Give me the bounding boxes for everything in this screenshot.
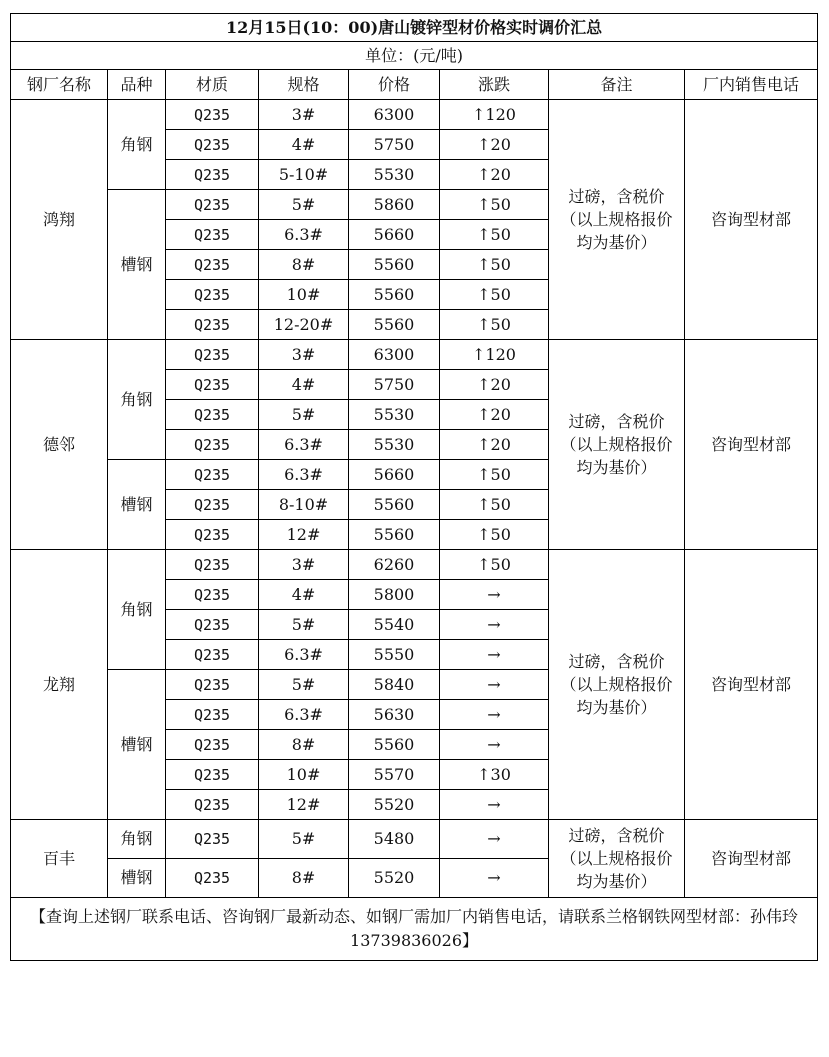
material-cell: Q235 xyxy=(166,400,259,430)
spec-cell: 5# xyxy=(259,820,349,859)
change-cell: ↑50 xyxy=(440,520,549,550)
change-cell: ↑20 xyxy=(440,370,549,400)
price-cell: 5530 xyxy=(349,160,440,190)
change-cell: → xyxy=(440,580,549,610)
spec-cell: 10# xyxy=(259,280,349,310)
material-cell: Q235 xyxy=(166,760,259,790)
price-cell: 5860 xyxy=(349,190,440,220)
price-cell: 5530 xyxy=(349,400,440,430)
header-spec: 规格 xyxy=(259,70,349,100)
header-price: 价格 xyxy=(349,70,440,100)
change-cell: ↑30 xyxy=(440,760,549,790)
change-cell: ↑50 xyxy=(440,460,549,490)
header-mill: 钢厂名称 xyxy=(11,70,108,100)
change-cell: → xyxy=(440,670,549,700)
change-cell: ↑50 xyxy=(440,490,549,520)
page-title: 12月15日(10：00)唐山镀锌型材价格实时调价汇总 xyxy=(11,14,818,42)
mill-name: 鸿翔 xyxy=(11,100,108,340)
material-cell: Q235 xyxy=(166,640,259,670)
spec-cell: 8-10# xyxy=(259,490,349,520)
change-cell: ↑50 xyxy=(440,310,549,340)
price-cell: 5570 xyxy=(349,760,440,790)
material-cell: Q235 xyxy=(166,550,259,580)
mill-name: 德邻 xyxy=(11,340,108,550)
material-cell: Q235 xyxy=(166,670,259,700)
material-cell: Q235 xyxy=(166,610,259,640)
table-row xyxy=(11,820,818,859)
change-cell: ↑20 xyxy=(440,160,549,190)
change-cell: ↑20 xyxy=(440,130,549,160)
variety-name: 角钢 xyxy=(108,550,166,670)
change-cell: → xyxy=(440,730,549,760)
header-phone: 厂内销售电话 xyxy=(685,70,818,100)
material-cell: Q235 xyxy=(166,160,259,190)
spec-cell: 8# xyxy=(259,859,349,898)
table-row xyxy=(11,340,818,370)
spec-cell: 3# xyxy=(259,100,349,130)
change-cell: → xyxy=(440,610,549,640)
spec-cell: 6.3# xyxy=(259,700,349,730)
phone-cell: 咨询型材部 xyxy=(685,550,818,820)
change-cell: ↑50 xyxy=(440,220,549,250)
material-cell: Q235 xyxy=(166,580,259,610)
change-cell: → xyxy=(440,820,549,859)
material-cell: Q235 xyxy=(166,250,259,280)
spec-cell: 5# xyxy=(259,190,349,220)
material-cell: Q235 xyxy=(166,130,259,160)
mill-name: 百丰 xyxy=(11,820,108,898)
spec-cell: 12-20# xyxy=(259,310,349,340)
variety-name: 角钢 xyxy=(108,820,166,859)
spec-cell: 6.3# xyxy=(259,430,349,460)
material-cell: Q235 xyxy=(166,100,259,130)
note-cell: 过磅，含税价（以上规格报价均为基价） xyxy=(549,550,685,820)
change-cell: ↑20 xyxy=(440,430,549,460)
variety-name: 角钢 xyxy=(108,100,166,190)
material-cell: Q235 xyxy=(166,820,259,859)
header-variety: 品种 xyxy=(108,70,166,100)
price-cell: 5560 xyxy=(349,520,440,550)
price-cell: 5560 xyxy=(349,280,440,310)
spec-cell: 3# xyxy=(259,340,349,370)
spec-cell: 8# xyxy=(259,250,349,280)
change-cell: → xyxy=(440,859,549,898)
header-change: 涨跌 xyxy=(440,70,549,100)
change-cell: → xyxy=(440,790,549,820)
variety-name: 槽钢 xyxy=(108,670,166,820)
note-cell: 过磅，含税价（以上规格报价均为基价） xyxy=(549,340,685,550)
note-cell: 过磅，含税价（以上规格报价均为基价） xyxy=(549,100,685,340)
unit-label: 单位：(元/吨) xyxy=(11,42,818,70)
price-cell: 5660 xyxy=(349,220,440,250)
spec-cell: 6.3# xyxy=(259,640,349,670)
change-cell: ↑50 xyxy=(440,250,549,280)
footer-contact: 【查询上述钢厂联系电话、咨询钢厂最新动态、如钢厂需加厂内销售电话，请联系兰格钢铁网型材部：孙伟玲13739836026】 xyxy=(11,898,818,961)
price-cell: 6260 xyxy=(349,550,440,580)
material-cell: Q235 xyxy=(166,430,259,460)
material-cell: Q235 xyxy=(166,190,259,220)
spec-cell: 12# xyxy=(259,520,349,550)
change-cell: → xyxy=(440,640,549,670)
price-cell: 5540 xyxy=(349,610,440,640)
price-cell: 6300 xyxy=(349,340,440,370)
variety-name: 角钢 xyxy=(108,340,166,460)
price-cell: 5530 xyxy=(349,430,440,460)
price-cell: 5560 xyxy=(349,490,440,520)
change-cell: ↑120 xyxy=(440,100,549,130)
table-row xyxy=(11,100,818,130)
spec-cell: 3# xyxy=(259,550,349,580)
spec-cell: 10# xyxy=(259,760,349,790)
material-cell: Q235 xyxy=(166,700,259,730)
spec-cell: 4# xyxy=(259,580,349,610)
price-cell: 5840 xyxy=(349,670,440,700)
price-cell: 5480 xyxy=(349,820,440,859)
phone-cell: 咨询型材部 xyxy=(685,820,818,898)
change-cell: ↑120 xyxy=(440,340,549,370)
material-cell: Q235 xyxy=(166,790,259,820)
variety-name: 槽钢 xyxy=(108,460,166,550)
price-cell: 5560 xyxy=(349,310,440,340)
price-cell: 5750 xyxy=(349,130,440,160)
header-material: 材质 xyxy=(166,70,259,100)
price-cell: 5800 xyxy=(349,580,440,610)
spec-cell: 5-10# xyxy=(259,160,349,190)
price-cell: 5750 xyxy=(349,370,440,400)
header-note: 备注 xyxy=(549,70,685,100)
variety-name: 槽钢 xyxy=(108,859,166,898)
price-cell: 5660 xyxy=(349,460,440,490)
mill-name: 龙翔 xyxy=(11,550,108,820)
price-cell: 5520 xyxy=(349,790,440,820)
change-cell: → xyxy=(440,700,549,730)
note-cell: 过磅，含税价（以上规格报价均为基价） xyxy=(549,820,685,898)
spec-cell: 12# xyxy=(259,790,349,820)
price-cell: 5560 xyxy=(349,250,440,280)
price-cell: 5520 xyxy=(349,859,440,898)
spec-cell: 4# xyxy=(259,370,349,400)
material-cell: Q235 xyxy=(166,280,259,310)
spec-cell: 5# xyxy=(259,610,349,640)
change-cell: ↑50 xyxy=(440,550,549,580)
material-cell: Q235 xyxy=(166,340,259,370)
change-cell: ↑50 xyxy=(440,190,549,220)
change-cell: ↑50 xyxy=(440,280,549,310)
spec-cell: 8# xyxy=(259,730,349,760)
material-cell: Q235 xyxy=(166,730,259,760)
material-cell: Q235 xyxy=(166,460,259,490)
price-table xyxy=(10,13,818,961)
variety-name: 槽钢 xyxy=(108,190,166,340)
material-cell: Q235 xyxy=(166,520,259,550)
spec-cell: 6.3# xyxy=(259,460,349,490)
change-cell: ↑20 xyxy=(440,400,549,430)
material-cell: Q235 xyxy=(166,310,259,340)
price-cell: 5550 xyxy=(349,640,440,670)
material-cell: Q235 xyxy=(166,370,259,400)
spec-cell: 4# xyxy=(259,130,349,160)
material-cell: Q235 xyxy=(166,490,259,520)
spec-cell: 6.3# xyxy=(259,220,349,250)
spec-cell: 5# xyxy=(259,670,349,700)
material-cell: Q235 xyxy=(166,859,259,898)
material-cell: Q235 xyxy=(166,220,259,250)
price-cell: 5560 xyxy=(349,730,440,760)
phone-cell: 咨询型材部 xyxy=(685,100,818,340)
price-cell: 6300 xyxy=(349,100,440,130)
table-row xyxy=(11,550,818,580)
spec-cell: 5# xyxy=(259,400,349,430)
price-cell: 5630 xyxy=(349,700,440,730)
phone-cell: 咨询型材部 xyxy=(685,340,818,550)
